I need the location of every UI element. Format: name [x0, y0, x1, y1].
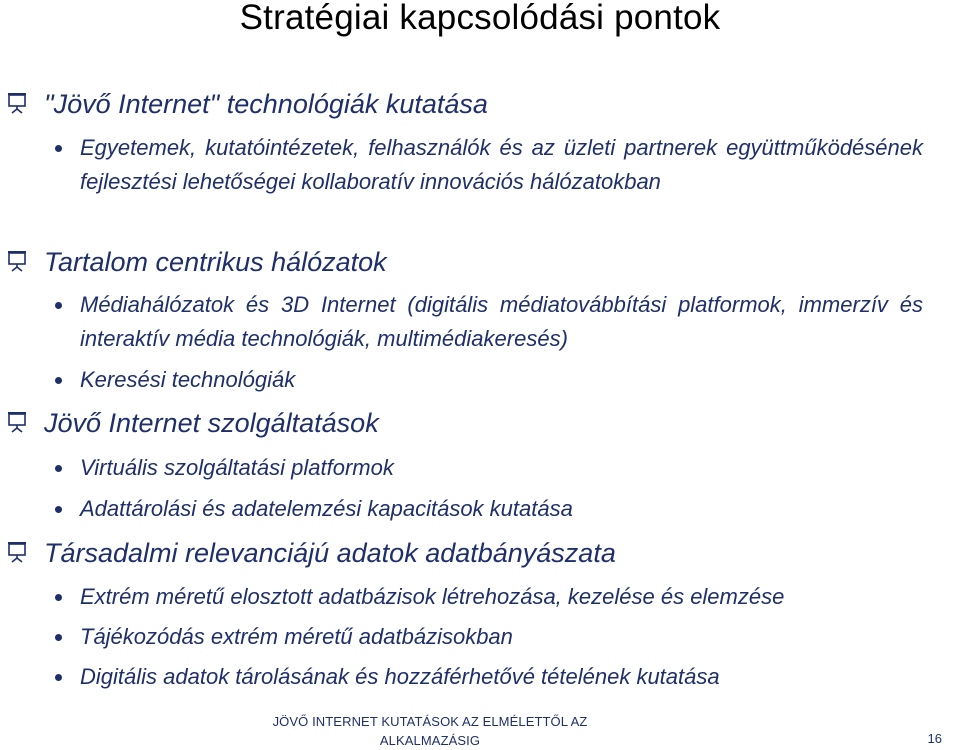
list-item-text: Adattárolási és adatelemzési kapacitások kutatása [80, 496, 573, 521]
projector-screen-icon [5, 411, 29, 433]
section-heading-text: Tartalom centrikus hálózatok [44, 247, 387, 277]
list-item-text: Virtuális szolgáltatási platformok [80, 455, 394, 480]
footer-text: JÖVŐ INTERNET KUTATÁSOK AZ ELMÉLETTŐL AZ ALKALMAZÁSIG [272, 714, 588, 748]
projector-screen-icon [5, 541, 29, 563]
dot-icon [55, 674, 62, 681]
page-number: 16 [927, 731, 942, 746]
list-item-text: Tájékozódás extrém méretű adatbázisokban [80, 624, 513, 649]
slide-title: Stratégiai kapcsolódási pontok [239, 0, 721, 37]
dot-icon [55, 634, 62, 641]
dot-icon [55, 594, 62, 601]
list-item-text: Extrém méretű elosztott adatbázisok létrehozása, kezelése és elemzése [80, 584, 785, 609]
list-item-text: Digitális adatok tárolásának és hozzáférhetővé tételének kutatása [80, 664, 720, 689]
section-heading-text: "Jövő Internet" technológiák kutatása [44, 89, 488, 119]
projector-screen-icon [5, 250, 29, 272]
list-item-text: Médiahálózatok és 3D Internet (digitális médiatovábbítási platformok, immerzív és interaktív média technológiák, multimédiakeresés) [80, 292, 923, 351]
list-item-text: Egyetemek, kutatóintézetek, felhasználók és az üzleti partnerek együttműködésének fejlesztési lehetőségei kollaboratív innovációs hálózatokban [80, 135, 923, 194]
dot-icon [55, 302, 62, 309]
section-heading-text: Jövő Internet szolgáltatások [44, 408, 379, 438]
dot-icon [55, 465, 62, 472]
dot-icon [55, 377, 62, 384]
list-item-text: Keresési technológiák [80, 367, 296, 392]
section-heading-text: Társadalmi relevanciájú adatok adatbányászata [44, 538, 616, 568]
projector-screen-icon [5, 92, 29, 114]
dot-icon [55, 506, 62, 513]
dot-icon [55, 145, 62, 152]
